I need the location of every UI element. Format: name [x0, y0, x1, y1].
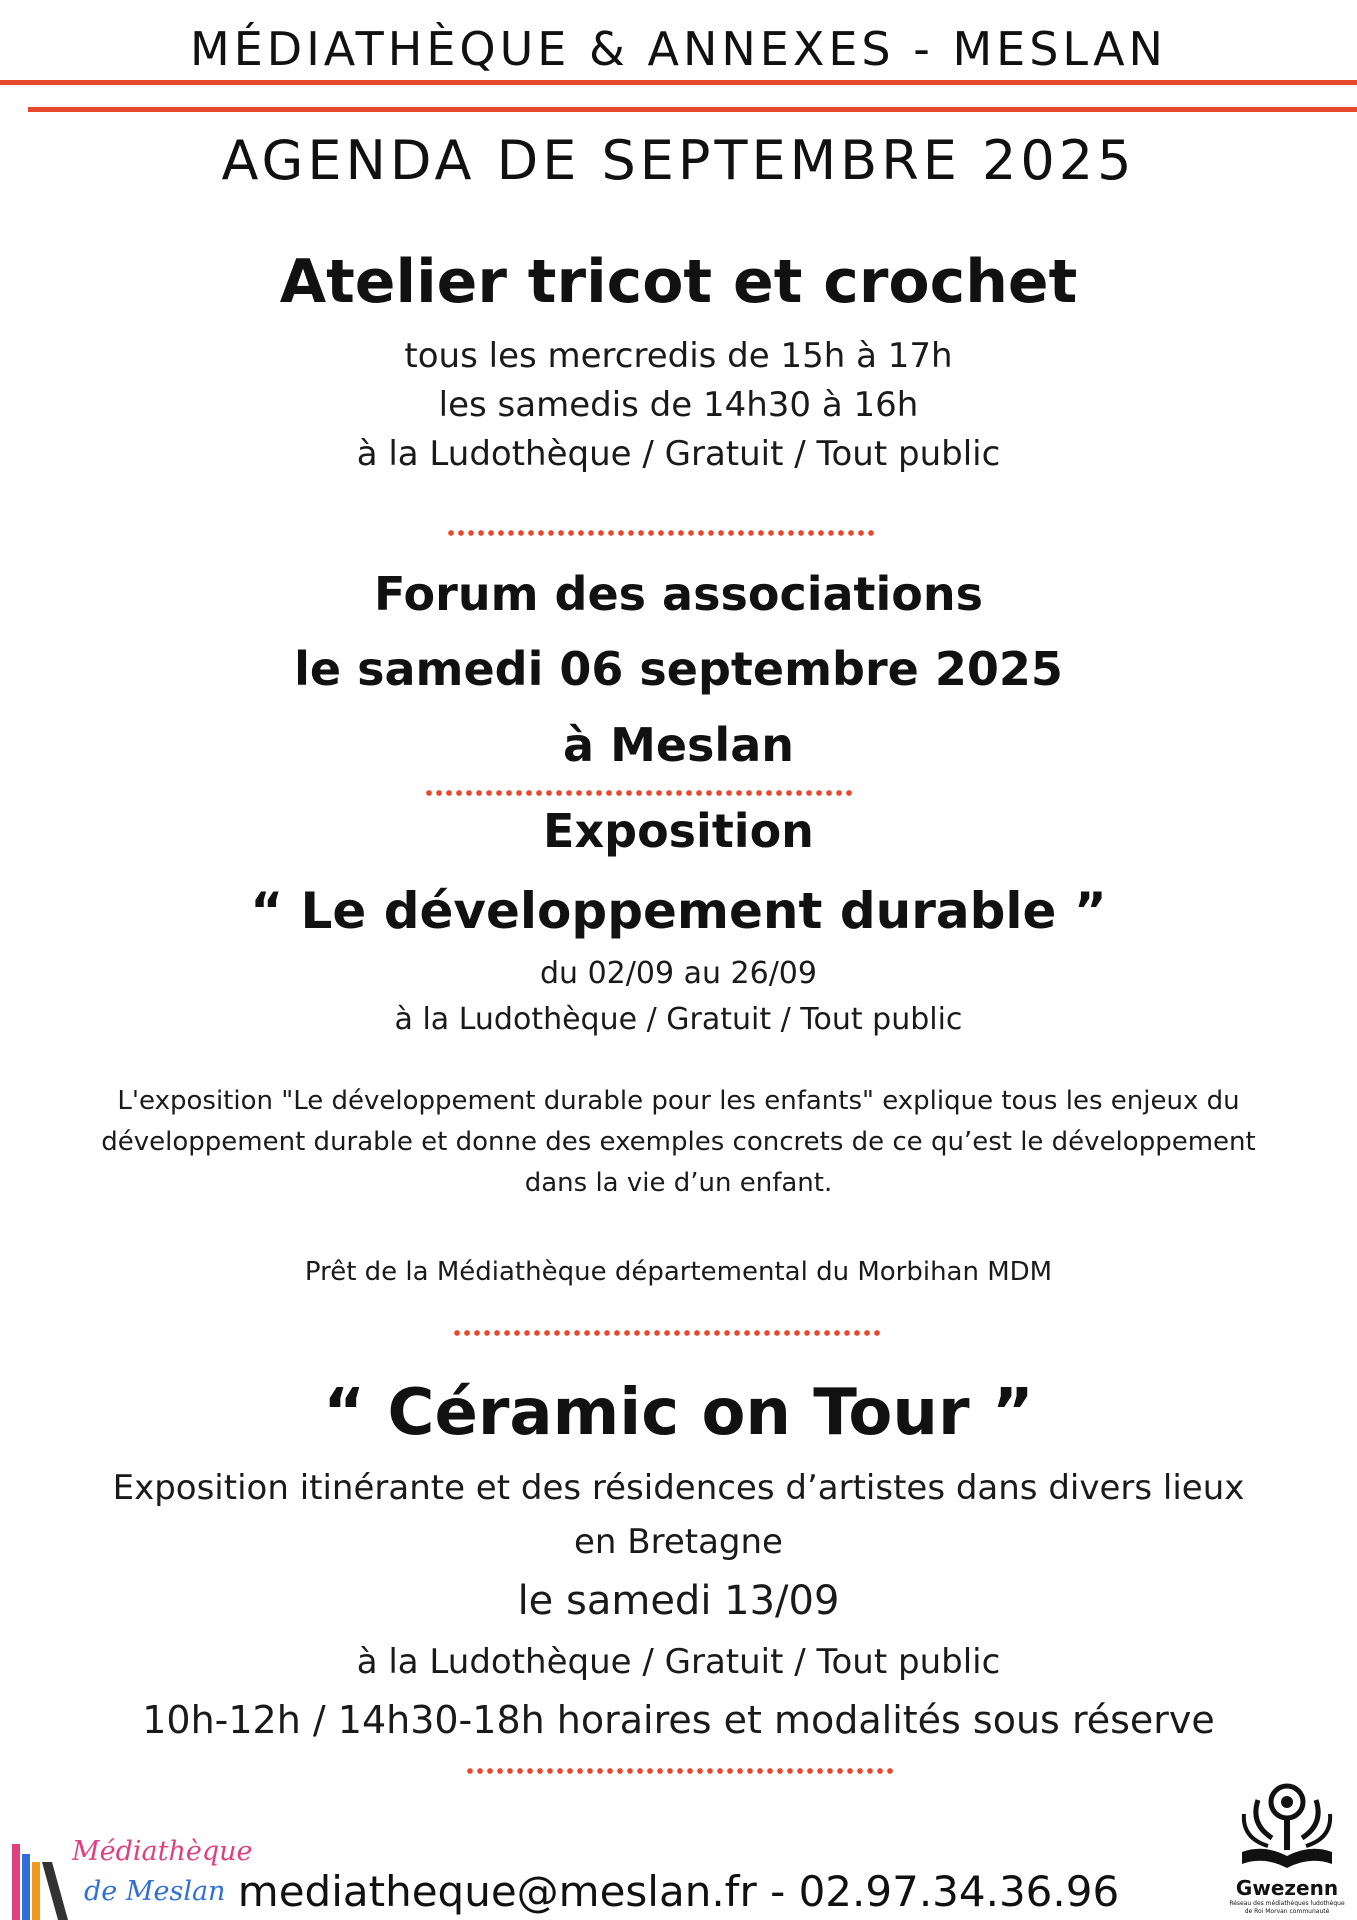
tree-book-icon: [1222, 1780, 1352, 1876]
forum-date: le samedi 06 septembre 2025: [294, 642, 1063, 696]
separator-dots: [446, 530, 878, 536]
tricot-line-place: à la Ludothèque / Gratuit / Tout public: [356, 434, 1001, 474]
agenda-title: AGENDA DE SEPTEMBRE 2025: [221, 129, 1136, 192]
expo-place: à la Ludothèque / Gratuit / Tout public: [394, 1002, 963, 1037]
header-rule-bottom: [28, 107, 1357, 112]
ceramic-place: à la Ludothèque / Gratuit / Tout public: [356, 1642, 1001, 1682]
separator-dots: [465, 1768, 897, 1774]
forum-title: Forum des associations: [373, 567, 984, 621]
library-title: MÉDIATHÈQUE & ANNEXES - MESLAN: [190, 22, 1167, 76]
gwezenn-logo: [1222, 1780, 1352, 1920]
expo-description-line: dans la vie d’un enfant.: [524, 1168, 833, 1198]
tricot-line-wednesday: tous les mercredis de 15h à 17h: [404, 336, 953, 376]
forum-place: à Meslan: [563, 718, 794, 772]
ceramic-description-line: en Bretagne: [574, 1522, 783, 1562]
logo-right-name: Gwezenn: [1235, 1876, 1339, 1900]
contact-info: mediatheque@meslan.fr - 02.97.34.36.96: [237, 1867, 1120, 1916]
expo-title: Exposition: [543, 804, 814, 858]
expo-subtitle: “ Le développement durable ”: [250, 882, 1107, 940]
expo-loan: Prêt de la Médiathèque départemental du Morbihan MDM: [304, 1257, 1053, 1287]
logo-right-sub2: de Roi Morvan communauté: [1244, 1908, 1330, 1915]
expo-dates: du 02/09 au 26/09: [540, 956, 817, 991]
logo-left-line2: de Meslan: [84, 1876, 226, 1907]
tricot-title: Atelier tricot et crochet: [279, 247, 1078, 317]
expo-description-line: L'exposition "Le développement durable pour les enfants" explique tous les enjeux du: [117, 1086, 1240, 1116]
expo-description-line: développement durable et donne des exemples concrets de ce qu’est le développement: [101, 1127, 1256, 1157]
ceramic-hours: 10h-12h / 14h30-18h horaires et modalités sous réserve: [142, 1698, 1215, 1742]
ceramic-date: le samedi 13/09: [517, 1578, 840, 1624]
logo-right-sub1: Réseau des médiathèques ludothèque: [1229, 1900, 1345, 1907]
separator-dots: [452, 1330, 884, 1336]
ceramic-description-line: Exposition itinérante et des résidences d’artistes dans divers lieux: [112, 1468, 1245, 1508]
header-rule-top: [0, 80, 1357, 85]
tricot-line-saturday: les samedis de 14h30 à 16h: [438, 385, 919, 425]
logo-left-line1: Médiathèque: [72, 1836, 253, 1867]
separator-dots: [424, 790, 856, 796]
ceramic-title: “ Céramic on Tour ”: [323, 1376, 1034, 1450]
